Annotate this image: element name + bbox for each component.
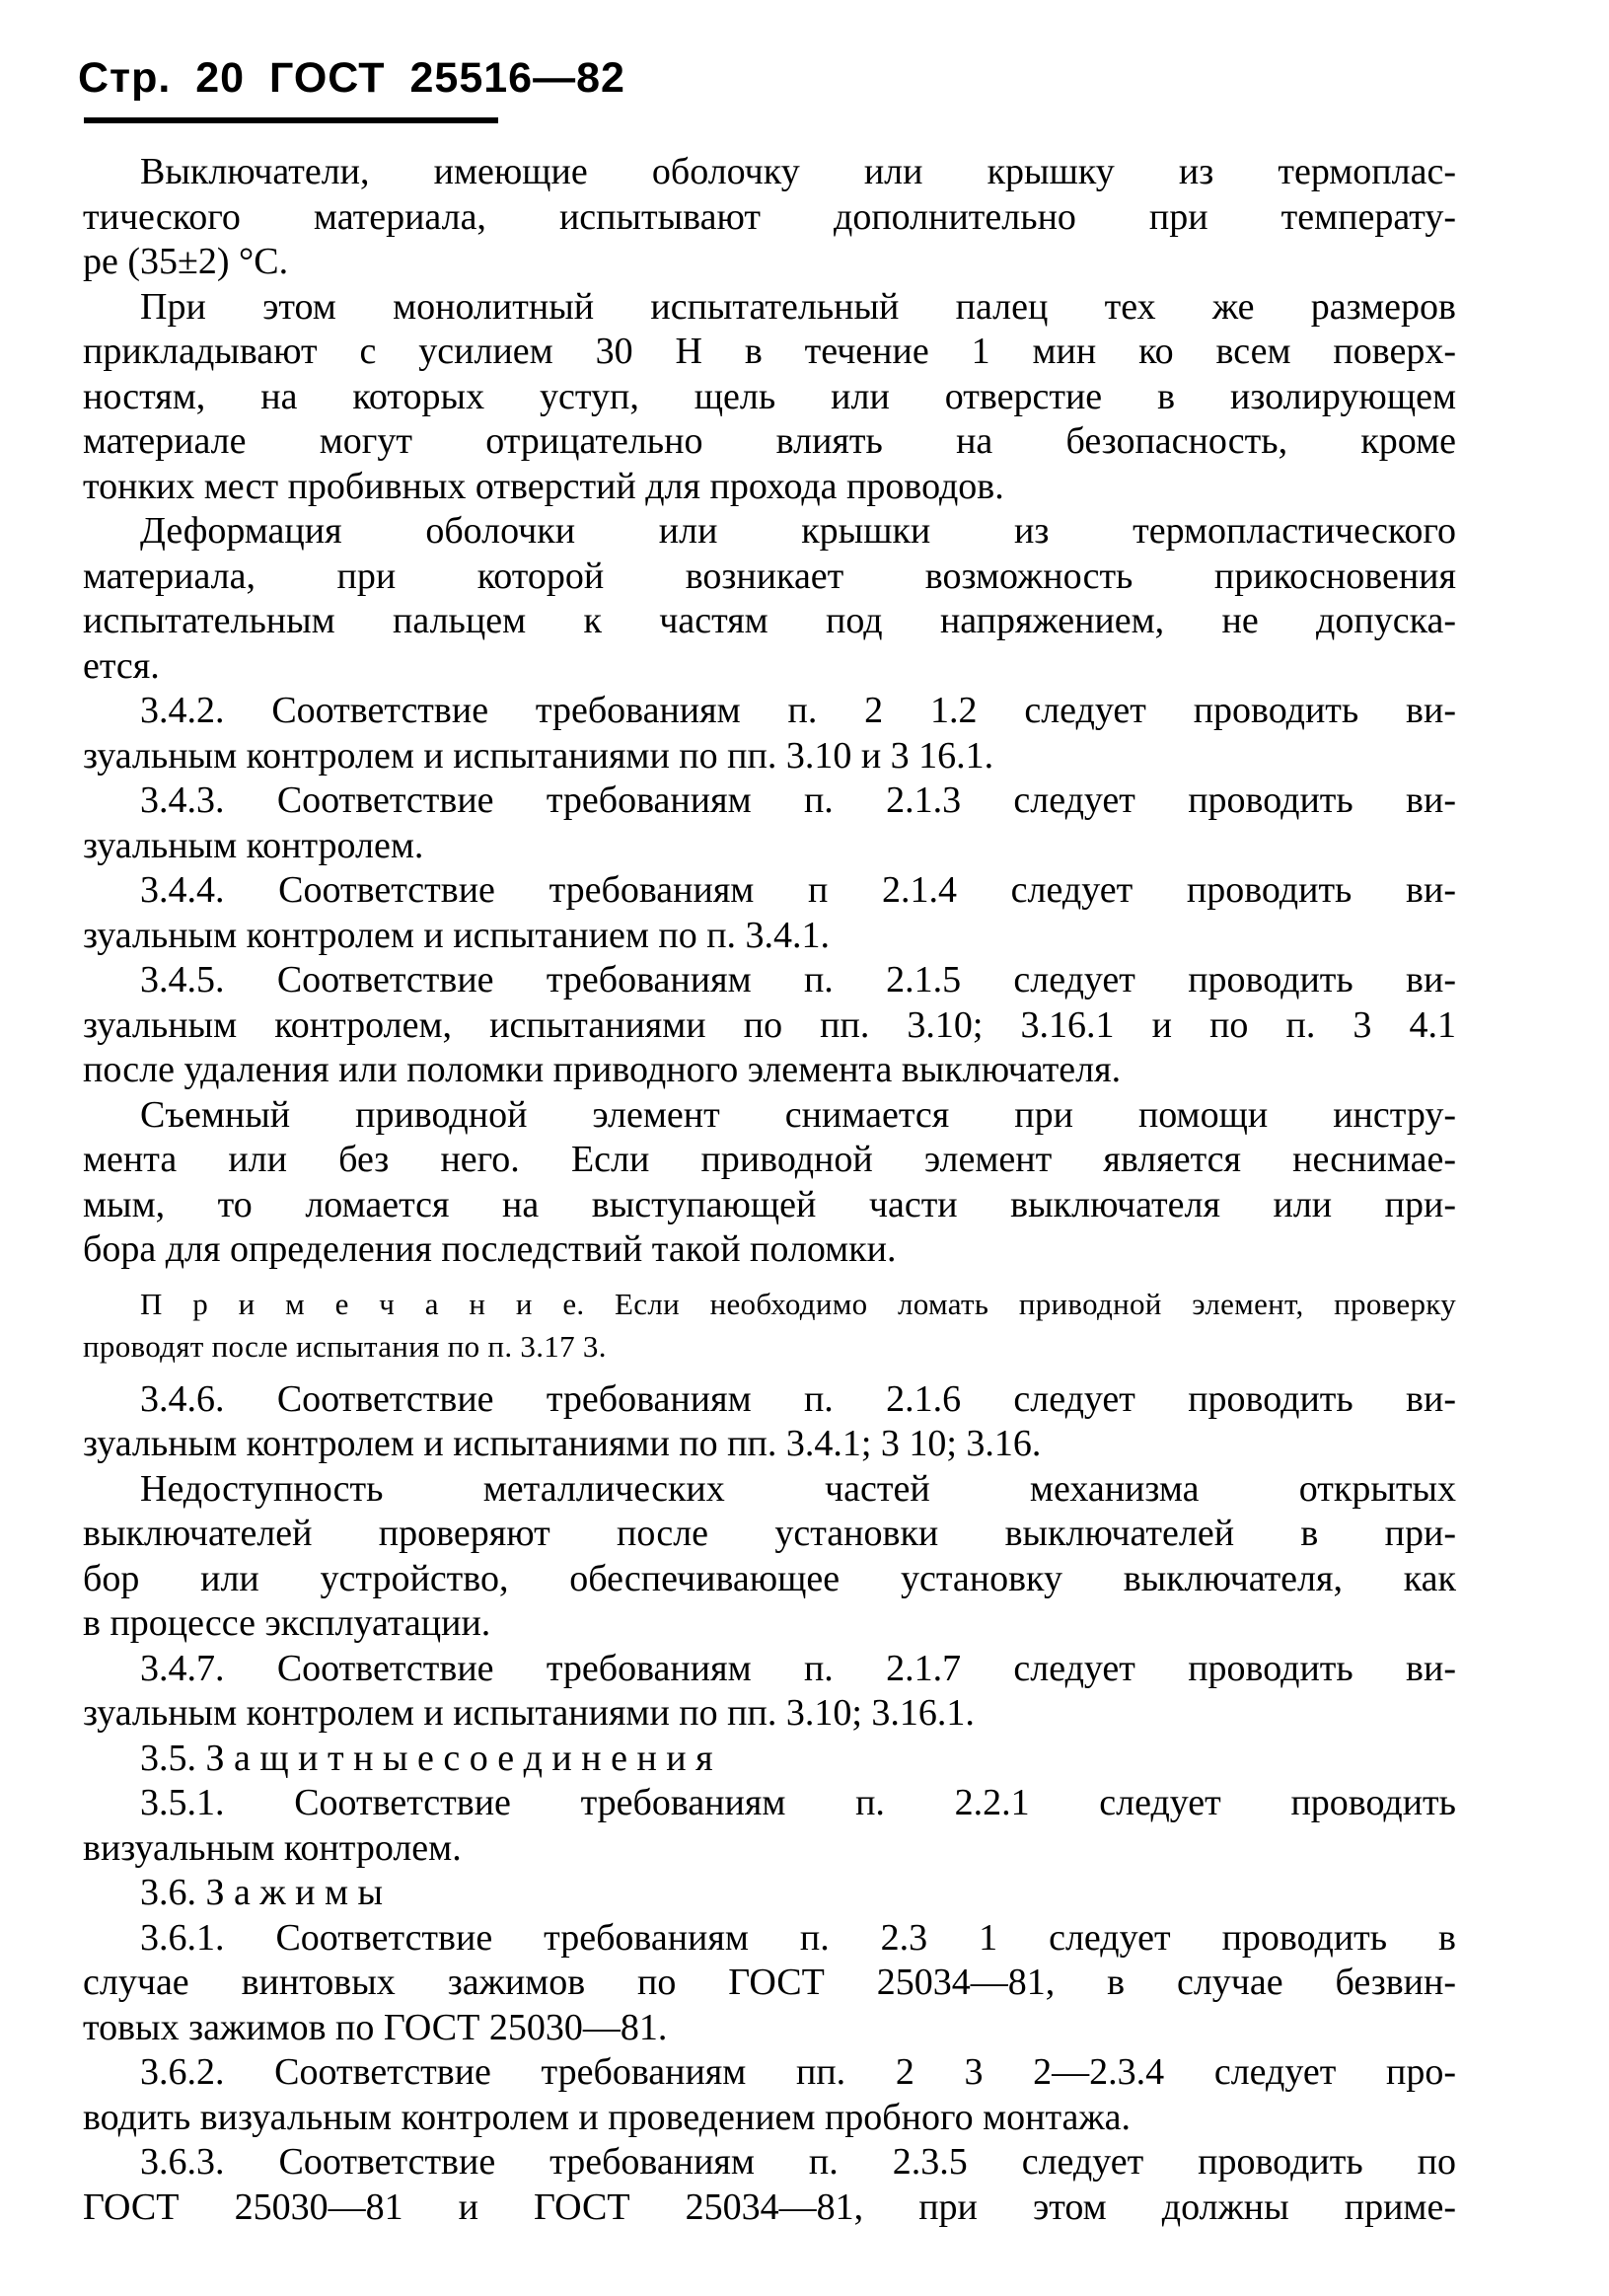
text-line: испытательным пальцем к частям под напряжением, не допуска- [83, 600, 1456, 641]
text-line: ре (35±2) °С. [83, 241, 289, 282]
text-line: прикладывают с усилием 30 Н в течение 1 мин ко всем поверх- [83, 331, 1456, 372]
text-line: ГОСТ 25030—81 и ГОСТ 25034—81, при этом должны приме- [83, 2185, 1456, 2228]
page-header: Стр. 20 ГОСТ 25516—82 [78, 54, 625, 102]
text-line: случае винтовых зажимов по ГОСТ 25034—81, в случае безвин- [83, 1962, 1456, 2003]
text-line: 3.6.3. Соответствие требованиям п. 2.3.5 следует проводить по [140, 2141, 1456, 2183]
text-line: 3.6. З а ж и м ы [140, 1872, 384, 1913]
text-line: 3.4.4. Соответствие требованиям п 2.1.4 следует проводить ви- [140, 869, 1456, 911]
text-line: водить визуальным контролем и проведением пробного монтажа. [83, 2096, 1132, 2138]
text-line: товых зажимов по ГОСТ 25030—81. [83, 2006, 668, 2048]
text-line: в процессе эксплуатации. [83, 1602, 491, 1644]
text-line: бор или устройство, обеспечивающее установку выключателя, как [83, 1557, 1456, 1599]
text-line: зуальным контролем и испытаниями по пп. 3.10 и 3 16.1. [83, 734, 994, 777]
text-line: 3.5.1. Соответствие требованиям п. 2.2.1 следует проводить [140, 1782, 1456, 1823]
text-line: При этом монолитный испытательный палец тех же размеров [140, 285, 1456, 328]
text-line: зуальным контролем и испытаниями по пп. 3.10; 3.16.1. [83, 1692, 975, 1734]
text-line: после удаления или поломки приводного элемента выключателя. [83, 1049, 1122, 1090]
text-line: 3.6.2. Соответствие требованиям пп. 2 3 2—2.3.4 следует про- [140, 2051, 1456, 2093]
text-line: выключателей проверяют после установки выключателей в при- [83, 1513, 1456, 1554]
text-line: материале могут отрицательно влиять на безопасность, кроме [83, 420, 1456, 462]
text-line: зуальным контролем, испытаниями по пп. 3.10; 3.16.1 и по п. 3 4.1 [83, 1003, 1456, 1046]
document-body [83, 150, 1456, 2230]
text-line: мента или без него. Если приводной элемент является неснимае- [83, 1139, 1456, 1180]
text-line: визуальным контролем. [83, 1826, 462, 1869]
text-line: Недоступность металлических частей механизма открытых [140, 1467, 1456, 1510]
text-line: зуальным контролем и испытаниями по пп. 3.4.1; 3 10; 3.16. [83, 1423, 1042, 1464]
text-line: ется. [83, 644, 160, 687]
text-line: бора для определения последствий такой поломки. [83, 1228, 897, 1270]
text-line: Деформация оболочки или крышки из термопластического [140, 510, 1456, 552]
text-line: Съемный приводной элемент снимается при помощи инстру- [140, 1093, 1456, 1136]
text-line: 3.5. З а щ и т н ы е с о е д и н е н и я [140, 1737, 713, 1779]
text-line: тического материала, испытывают дополнительно при температу- [83, 195, 1456, 238]
text-line: 3.4.5. Соответствие требованиям п. 2.1.5 следует проводить ви- [140, 959, 1456, 1000]
text-line: 3.4.3. Соответствие требованиям п. 2.1.3 следует проводить ви- [140, 779, 1456, 821]
text-line: П р и м е ч а н и е. Если необходимо ломать приводной элемент, проверку [140, 1286, 1456, 1321]
text-line: зуальным контролем и испытанием по п. 3.4.1. [83, 914, 831, 956]
text-line: мым, то ломается на выступающей части выключателя или при- [83, 1183, 1456, 1225]
text-line: 3.4.2. Соответствие требованиям п. 2 1.2 следует проводить ви- [140, 690, 1456, 731]
text-line: Выключатели, имеющие оболочку или крышку из термоплас- [140, 151, 1456, 192]
text-line: 3.6.1. Соответствие требованиям п. 2.3 1 следует проводить в [140, 1916, 1456, 1959]
text-line: ностям, на которых уступ, щель или отверстие в изолирующем [83, 375, 1456, 417]
text-line: зуальным контролем. [83, 824, 424, 866]
text-line: 3.4.6. Соответствие требованиям п. 2.1.6 следует проводить ви- [140, 1377, 1456, 1420]
text-line: тонких мест пробивных отверстий для прохода проводов. [83, 465, 1004, 507]
text-line: материала, при которой возникает возможность прикосновения [83, 555, 1456, 597]
text-line: 3.4.7. Соответствие требованиям п. 2.1.7 следует проводить ви- [140, 1647, 1456, 1689]
header-rule [84, 117, 498, 123]
text-line: проводят после испытания по п. 3.17 3. [83, 1328, 607, 1364]
